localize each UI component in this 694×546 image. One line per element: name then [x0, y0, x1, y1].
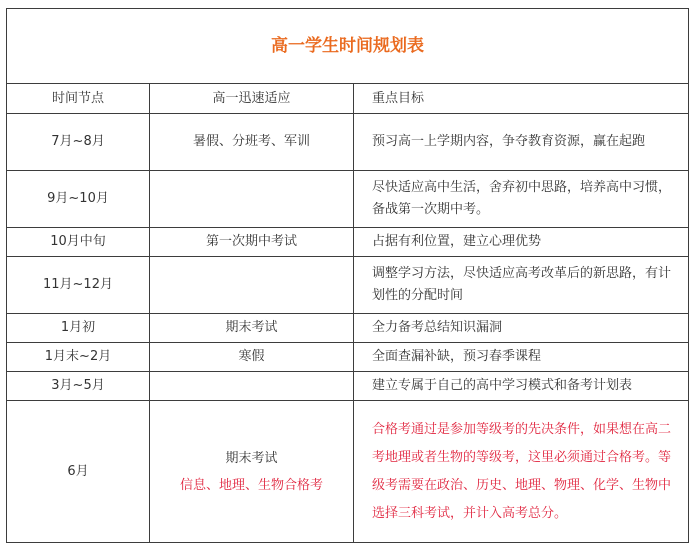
row-time: 9月~10月 — [47, 191, 109, 206]
header-goal: 重点目标 — [372, 90, 425, 106]
table-border — [6, 542, 689, 543]
row-goal: 合格考通过是参加等级考的先决条件，如果想在高二考地理或者生物的等级考，这里必须通过合格考。等级考需要在政治、历史、地理、物理、化学、生物中选择三科考试，并计入高考总分。 — [372, 421, 672, 521]
row-goal: 调整学习方法，尽快适应高考改革后的新思路，有计划性的分配时间 — [372, 266, 672, 303]
table-title: 高一学生时间规划表 — [271, 36, 424, 56]
table-border — [688, 8, 689, 543]
row-stage — [150, 171, 353, 227]
row-time: 7月~8月 — [51, 134, 105, 149]
row-goal: 占据有利位置，建立心理优势 — [372, 234, 542, 249]
row-stage: 第一次期中考试 — [205, 234, 297, 249]
row-goal: 建立专属于自己的高中学习模式和备考计划表 — [372, 378, 633, 393]
row-stage: 寒假 — [238, 349, 265, 364]
row-time: 11月~12月 — [43, 277, 113, 292]
row-goal: 尽快适应高中生活，舍弃初中思路，培养高中习惯，备战第一次期中考。 — [372, 180, 672, 217]
row-time: 6月 — [67, 463, 89, 479]
row-stage — [150, 257, 353, 313]
row-stage-note: 信息、地理、生物合格考 — [179, 477, 323, 493]
row-time: 1月初 — [60, 320, 96, 335]
row-stage: 期末考试 — [225, 450, 278, 466]
row-time: 1月末~2月 — [44, 349, 112, 364]
row-stage: 期末考试 — [225, 320, 278, 335]
row-stage: 暑假、分班考、军训 — [192, 134, 310, 149]
row-stage-cell — [150, 401, 353, 542]
header-time: 时间节点 — [51, 90, 104, 106]
row-goal: 全面查漏补缺，预习春季课程 — [372, 349, 542, 364]
row-goal: 全力备考总结知识漏洞 — [372, 320, 503, 335]
row-time: 10月中旬 — [50, 234, 106, 249]
header-stage: 高一迅速适应 — [212, 90, 291, 106]
row-time: 3月~5月 — [51, 378, 105, 393]
row-goal: 预习高一上学期内容，争夺教育资源，赢在起跑 — [372, 134, 646, 149]
row-stage — [150, 372, 353, 400]
